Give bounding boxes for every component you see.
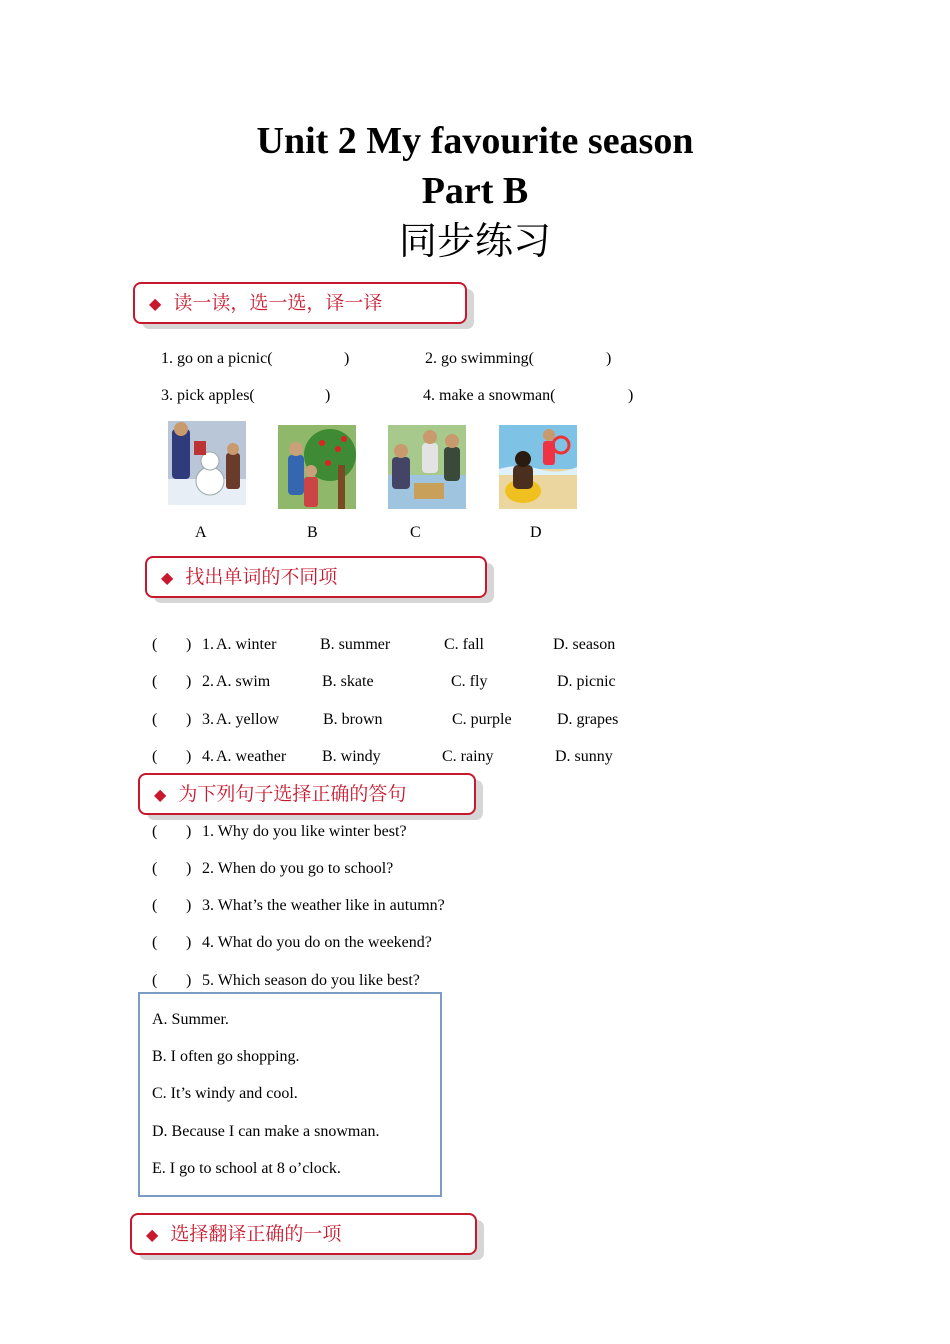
picture-label-c: C bbox=[410, 524, 421, 541]
page-subtitle-chinese: 同步练习 bbox=[398, 219, 551, 263]
answer-paren-close: ) bbox=[186, 972, 192, 989]
answer-paren-open: ( bbox=[152, 711, 158, 728]
picture-label-b: B bbox=[307, 524, 318, 541]
picnic-picture bbox=[388, 425, 466, 509]
section-header-3 bbox=[138, 773, 476, 815]
section-header-4 bbox=[130, 1213, 477, 1255]
answer-paren-close: ) bbox=[186, 636, 192, 653]
option-b: B. skate bbox=[322, 673, 374, 690]
answer-paren-close: ) bbox=[186, 711, 192, 728]
answer-paren-close: ) bbox=[186, 897, 192, 914]
section-header-2 bbox=[145, 556, 487, 598]
answer-option-c: C. It’s windy and cool. bbox=[152, 1085, 298, 1102]
option-a: A. winter bbox=[216, 636, 277, 653]
part1-item-4 bbox=[423, 386, 555, 406]
question-number: 2. bbox=[202, 673, 214, 690]
answer-paren-close: ) bbox=[186, 860, 192, 877]
section-header-1 bbox=[133, 282, 467, 324]
option-c: C. fly bbox=[451, 673, 488, 690]
snowman-picture bbox=[168, 421, 246, 505]
section-header-label: 为下列句子选择正确的答句 bbox=[178, 783, 407, 805]
answer-paren-open: ( bbox=[152, 748, 158, 765]
part1-item-text: 1. go on a picnic( bbox=[161, 350, 273, 367]
beach-swimming-picture bbox=[499, 425, 577, 509]
diamond-icon: ◆ bbox=[146, 1225, 159, 1244]
section-header-label: 选择翻译正确的一项 bbox=[170, 1223, 342, 1245]
section-header-label: 找出单词的不同项 bbox=[185, 566, 338, 588]
question-number: 1. bbox=[202, 636, 214, 653]
answer-paren-close: ) bbox=[186, 748, 192, 765]
question-text: 4. What do you do on the weekend? bbox=[202, 934, 432, 951]
option-d: D. grapes bbox=[557, 711, 619, 728]
picture-label-d: D bbox=[530, 524, 542, 541]
question-text: 5. Which season do you like best? bbox=[202, 972, 420, 989]
part1-item-text: 4. make a snowman( bbox=[423, 387, 556, 404]
answer-paren-open: ( bbox=[152, 897, 158, 914]
question-text: 1. Why do you like winter best? bbox=[202, 823, 407, 840]
answer-paren-close: ) bbox=[186, 673, 192, 690]
answer-paren-open: ( bbox=[152, 972, 158, 989]
answer-option-d: D. Because I can make a snowman. bbox=[152, 1123, 380, 1140]
answer-option-b: B. I often go shopping. bbox=[152, 1048, 300, 1065]
option-a: A. yellow bbox=[216, 711, 280, 728]
answer-paren-open: ( bbox=[152, 673, 158, 690]
part1-item-close: ) bbox=[325, 387, 331, 404]
page-title: Unit 2 My favourite season bbox=[256, 120, 694, 162]
part1-item-text: 2. go swimming( bbox=[425, 350, 534, 367]
question-text: 2. When do you go to school? bbox=[202, 860, 394, 877]
answer-paren-open: ( bbox=[152, 934, 158, 951]
option-c: C. purple bbox=[452, 711, 512, 728]
answer-option-a: A. Summer. bbox=[152, 1011, 229, 1028]
answer-paren-open: ( bbox=[152, 860, 158, 877]
diamond-icon: ◆ bbox=[154, 785, 167, 804]
option-c: C. rainy bbox=[442, 748, 494, 765]
section-header-label: 读一读，选一选，译一译 bbox=[173, 292, 383, 314]
option-b: B. summer bbox=[320, 636, 391, 653]
answer-paren-close: ) bbox=[186, 934, 192, 951]
diamond-icon: ◆ bbox=[161, 568, 174, 587]
apple-picking-picture bbox=[278, 425, 356, 509]
part1-item-1 bbox=[161, 349, 273, 369]
option-b: B. windy bbox=[322, 748, 381, 765]
picture-label-a: A bbox=[195, 524, 207, 541]
option-a: A. swim bbox=[216, 673, 271, 690]
option-a: A. weather bbox=[216, 748, 287, 765]
option-d: D. picnic bbox=[557, 673, 616, 690]
answer-paren-open: ( bbox=[152, 636, 158, 653]
part1-item-3 bbox=[161, 386, 255, 406]
page-subtitle: Part B bbox=[421, 170, 529, 212]
answer-paren-open: ( bbox=[152, 823, 158, 840]
question-number: 4. bbox=[202, 748, 214, 765]
part1-item-close: ) bbox=[344, 350, 350, 367]
option-d: D. sunny bbox=[555, 748, 613, 765]
question-number: 3. bbox=[202, 711, 214, 728]
part1-item-close: ) bbox=[606, 350, 612, 367]
part1-item-2 bbox=[425, 349, 534, 369]
part1-item-text: 3. pick apples( bbox=[161, 387, 255, 404]
answer-paren-close: ) bbox=[186, 823, 192, 840]
question-text: 3. What’s the weather like in autumn? bbox=[202, 897, 445, 914]
option-d: D. season bbox=[553, 636, 616, 653]
option-b: B. brown bbox=[323, 711, 383, 728]
answer-option-e: E. I go to school at 8 o’clock. bbox=[152, 1160, 341, 1177]
option-c: C. fall bbox=[444, 636, 484, 653]
diamond-icon: ◆ bbox=[149, 294, 162, 313]
part1-item-close: ) bbox=[628, 387, 634, 404]
